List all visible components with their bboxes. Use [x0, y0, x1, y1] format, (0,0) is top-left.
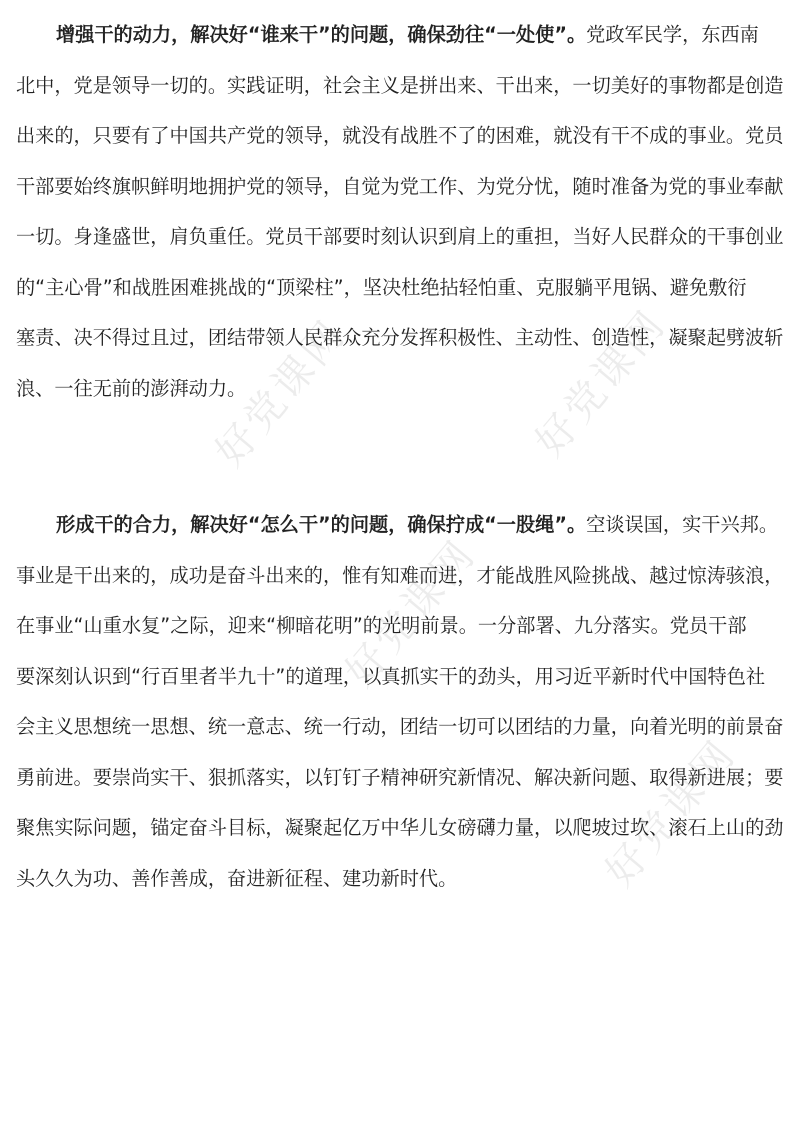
paragraph-line: 增强干的动力，解决好“谁来干”的问题，确保劲往“一处使”。党政军民学，东西南	[56, 23, 759, 46]
watermark: 好党课网	[206, 310, 356, 476]
paragraph-line: 在事业“山重水复”之际，迎来“柳暗花明”的光明前景。一分部署、九分落实。党员干部	[16, 614, 747, 637]
paragraph-line: 勇前进。要崇尚实干、狠抓落实，以钉钉子精神研究新情况、解决新问题、取得新进展；要	[16, 765, 784, 789]
paragraph-lead: 增强干的动力，解决好“谁来干”的问题，确保劲往“一处使”。	[56, 23, 587, 46]
paragraph-line: 事业是干出来的，成功是奋斗出来的，惟有知难而进，才能战胜风险挑战、越过惊涛骇浪，	[16, 563, 784, 587]
paragraph-line: 会主义思想统一思想、统一意志、统一行动，团结一切可以团结的力量，向着光明的前景奋	[16, 715, 784, 738]
paragraph-line: 头久久为功、善作善成，奋进新征程、建功新时代。	[16, 866, 458, 890]
paragraph-line: 一切。身逢盛世，肩负重任。党员干部要时刻认识到肩上的重担，当好人民群众的干事创业	[16, 225, 784, 248]
paragraph-line: 浪、一往无前的澎湃动力。	[16, 376, 247, 400]
paragraph-line: 聚焦实际问题，锚定奋斗目标，凝聚起亿万中华儿女磅礴力量，以爬坡过坎、滚石上山的劲	[16, 816, 784, 839]
watermark: 好党课网	[526, 300, 676, 466]
paragraph-line: 北中，党是领导一切的。实践证明，社会主义是拼出来、干出来，一切美好的事物都是创造	[16, 73, 784, 97]
paragraph-lead: 形成干的合力，解决好“怎么干”的问题，确保拧成“一股绳”。	[56, 513, 587, 536]
watermark: 好党课网	[596, 730, 746, 896]
paragraph-line: 要深刻认识到“行百里者半九十”的道理，以真抓实干的劲头，用习近平新时代中国特色社	[16, 664, 766, 688]
paragraph-1	[16, 10, 786, 414]
paragraph-line: 干部要始终旗帜鲜明地拥护党的领导，自觉为党工作、为党分忧，随时准备为党的事业奉献	[16, 174, 784, 198]
watermark: 好党课网	[336, 530, 486, 696]
paragraph-line: 塞责、决不得过且过，团结带领人民群众充分发挥积极性、主动性、创造性，凝聚起劈波斩	[16, 326, 784, 349]
paragraph-line: 形成干的合力，解决好“怎么干”的问题，确保拧成“一股绳”。空谈误国，实干兴邦。	[56, 513, 779, 536]
paragraph-line: 的“主心骨”和战胜困难挑战的“顶梁柱”，坚决杜绝拈轻怕重、克服躺平甩锅、避免敷衍	[16, 275, 747, 299]
paragraph-line: 出来的，只要有了中国共产党的领导，就没有战胜不了的困难，就没有干不成的事业。党员	[16, 124, 784, 147]
paragraph-2	[16, 500, 786, 904]
